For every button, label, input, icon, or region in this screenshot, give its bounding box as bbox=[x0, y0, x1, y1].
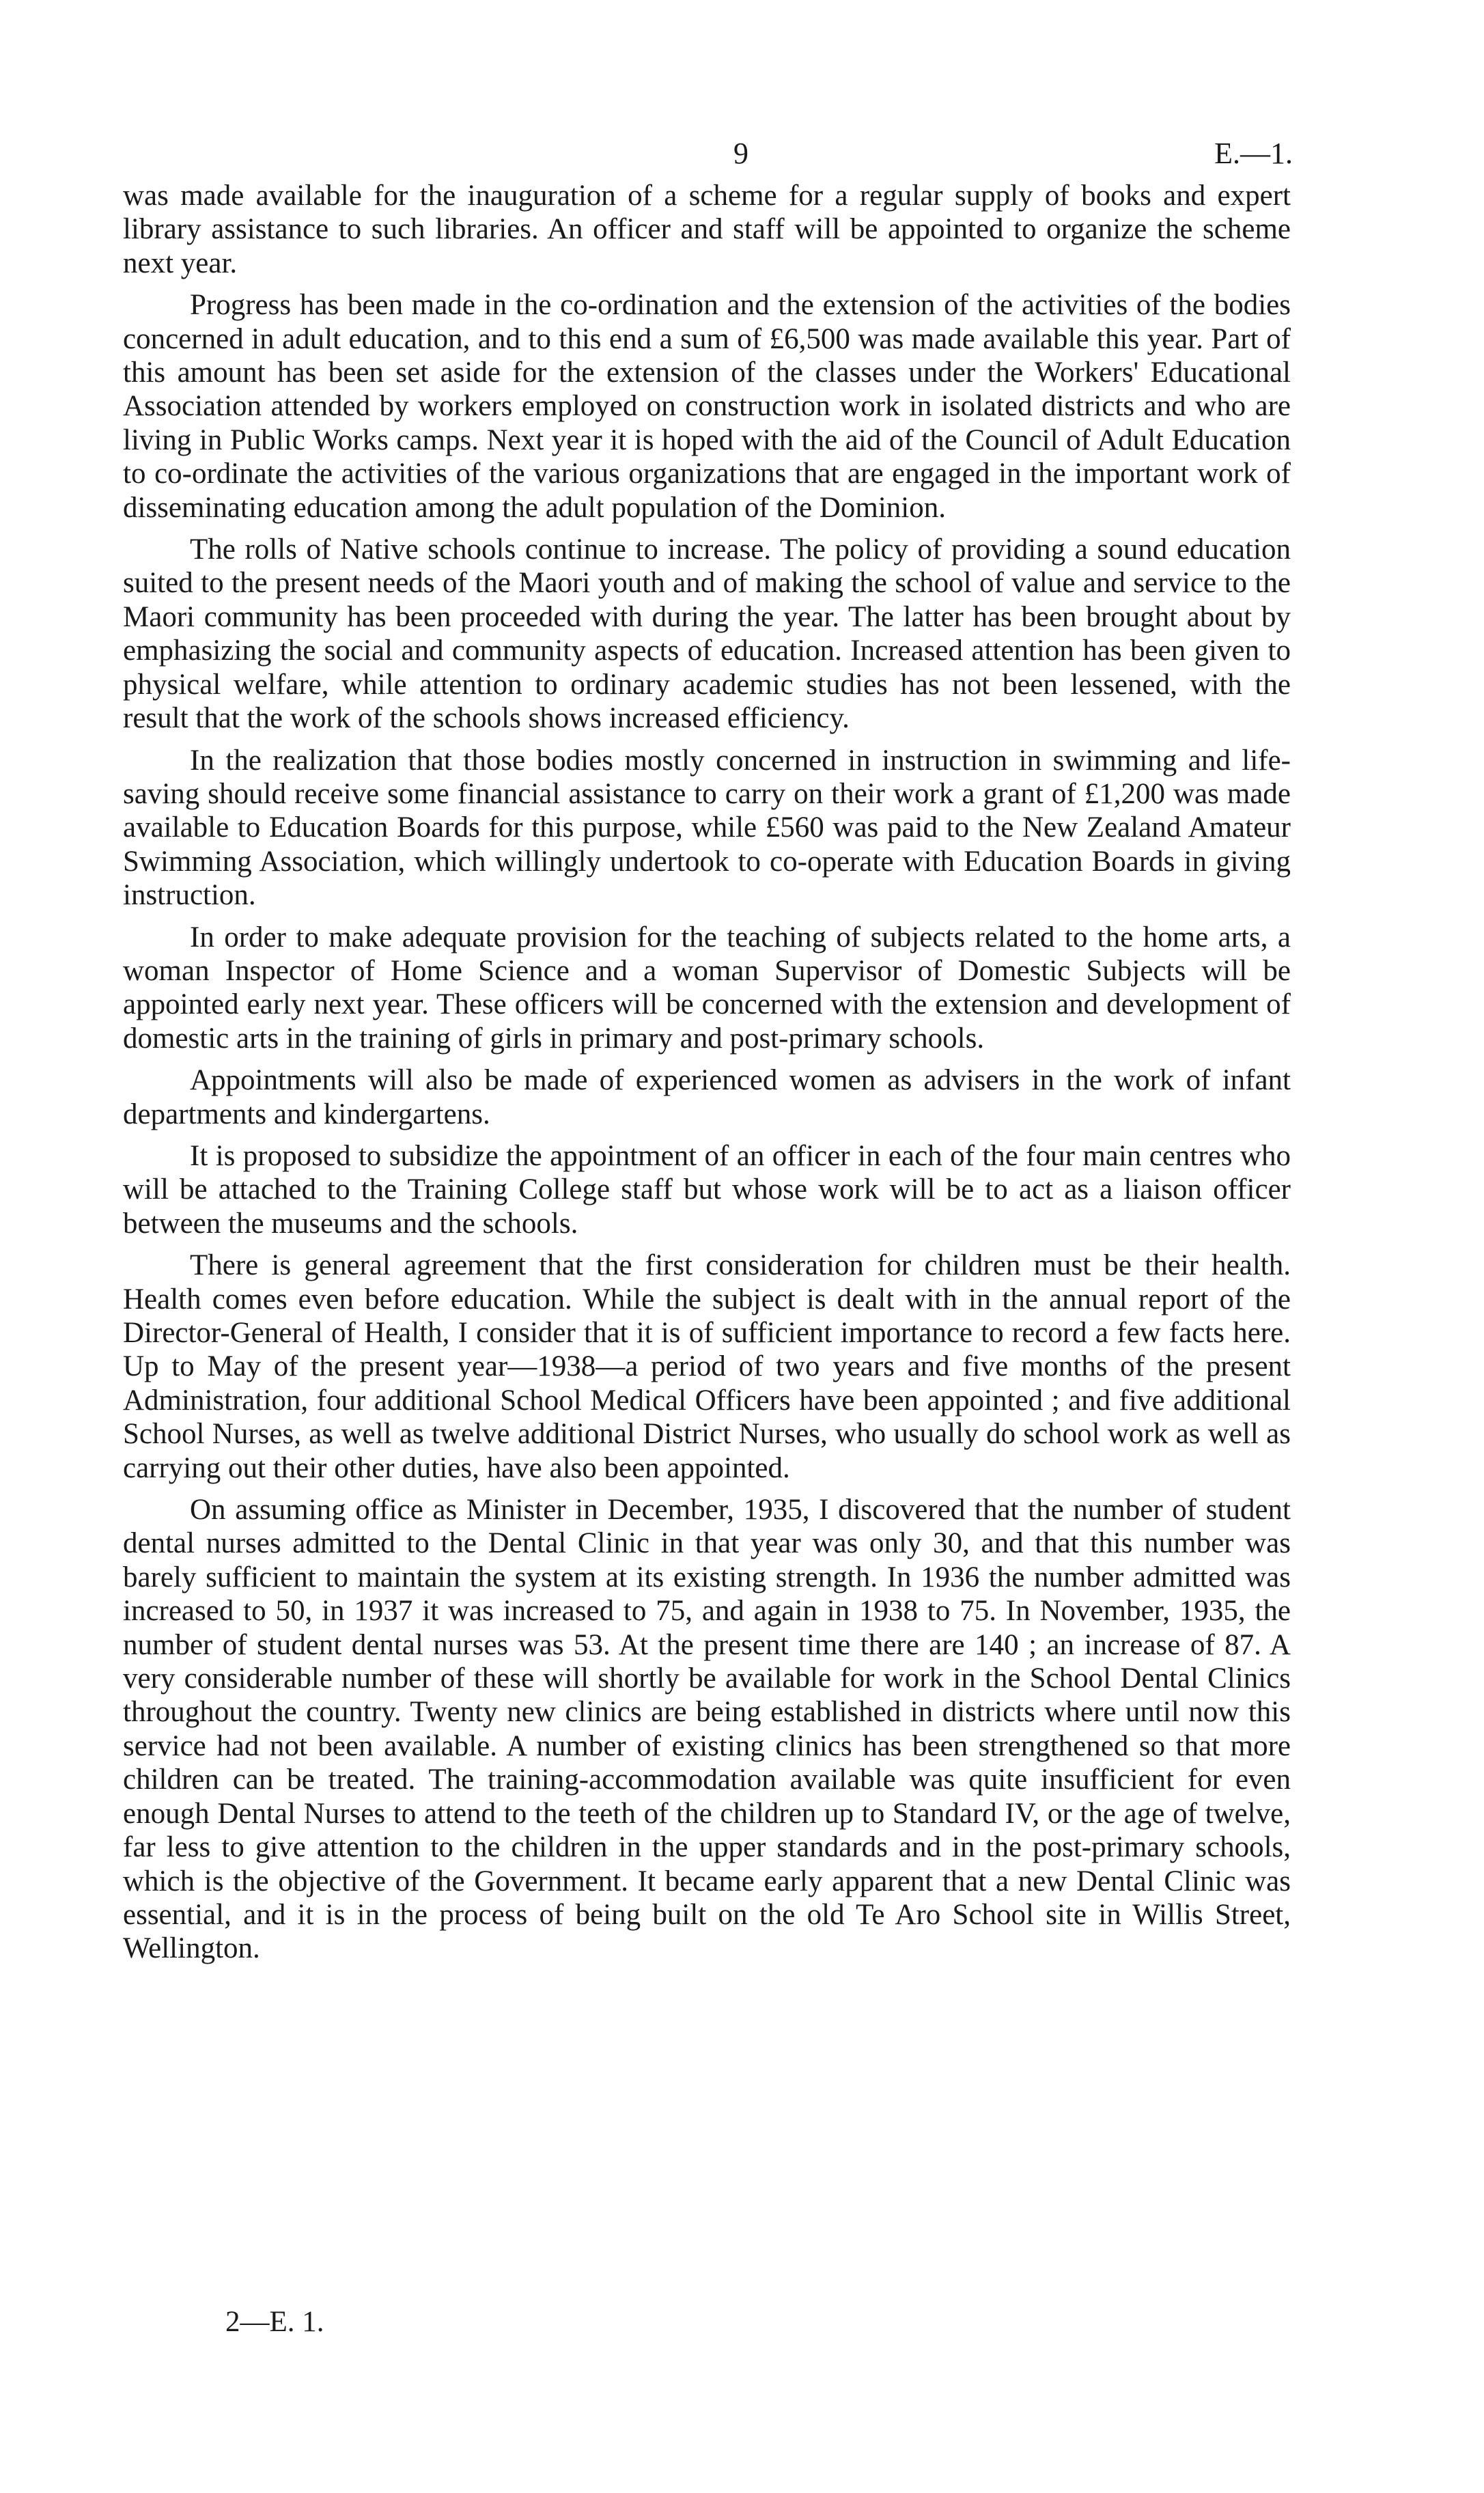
paragraph-health: There is general agreement that the first consideration for children must be their health. Health comes even before education. While the subject is dealt with in the annual report of the Director-General of Health, I consider that it is of sufficient importance to record a few facts here. Up to May of the present year—1938—a period of two years and five months of the present Administration, four additional School Medical Officers have been appointed ; and five additional School Nurses, as well as twelve additional District Nurses, who usually do school work as well as carrying out their other duties, have also been appointed. bbox=[123, 1249, 1291, 1484]
page-number: 9 bbox=[733, 137, 748, 170]
paragraph-infant-advisers: Appointments will also be made of experienced women as advisers in the work of infant departments and kindergartens. bbox=[123, 1064, 1291, 1130]
paragraph-museum-liaison: It is proposed to subsidize the appointment of an officer in each of the four main centres who will be attached to the Training College staff but whose work will be to act as a liaison officer between the museums and the schools. bbox=[123, 1139, 1291, 1240]
paragraph-dental-clinic: On assuming office as Minister in December, 1935, I discovered that the number of student dental nurses admitted to the Dental Clinic in that year was only 30, and that this number was barely sufficient to maintain the system at its existing strength. In 1936 the number admitted was increased to 50, in 1937 it was increased to 75, and again in 1938 to 75. In November, 1935, the number of student dental nurses was 53. At the present time there are 140 ; an increase of 87. A very considerable number of these will shortly be available for work in the School Dental Clinics throughout the country. Twenty new clinics are being established in districts where until now this service had not been available. A number of existing clinics has been strengthened so that more children can be treated. The training-accommodation available was quite insufficient for even enough Dental Nurses to attend to the teeth of the children up to Standard IV, or the age of twelve, far less to give attention to the children in the upper standards and in the post-primary schools, which is the objective of the Government. It became early apparent that a new Dental Clinic was essential, and it is in the process of being built on the old Te Aro School site in Willis Street, Wellington. bbox=[123, 1494, 1291, 1965]
signature-reference: 2—E. 1. bbox=[225, 2306, 324, 2338]
document-reference: E.—1. bbox=[1214, 137, 1293, 170]
body-text bbox=[123, 179, 1291, 1974]
paragraph-home-arts: In order to make adequate provision for the teaching of subjects related to the home arts, a woman Inspector of Home Science and a woman Supervisor of Domestic Subjects will be appointed early next year. These officers will be concerned with the extension and development of domestic arts in the training of girls in primary and post-primary schools. bbox=[123, 921, 1291, 1055]
paragraph-library-scheme: was made available for the inauguration of a scheme for a regular supply of books and expert library assistance to such libraries. An officer and staff will be appointed to organize the scheme next year. bbox=[123, 180, 1291, 279]
paragraph-adult-education: Progress has been made in the co-ordination and the extension of the activities of the bodies concerned in adult education, and to this end a sum of £6,500 was made available this year. Part of this amount has been set aside for the extension of the classes under the Workers' Educational Association attended by workers employed on construction work in isolated districts and who are living in Public Works camps. Next year it is hoped with the aid of the Council of Adult Education to co-ordinate the activities of the various organizations that are engaged in the important work of disseminating education among the adult population of the Dominion. bbox=[123, 289, 1291, 524]
paragraph-swimming: In the realization that those bodies mostly concerned in instruction in swimming and life-saving should receive some financial assistance to carry on their work a grant of £1,200 was made available to Education Boards for this purpose, while £560 was paid to the New Zealand Amateur Swimming Association, which willingly undertook to co-operate with Education Boards in giving instruction. bbox=[123, 744, 1291, 912]
paragraph-native-schools: The rolls of Native schools continue to increase. The policy of providing a sound education suited to the present needs of the Maori youth and of making the school of value and service to the Maori community has been proceeded with during the year. The latter has been brought about by emphasizing the social and community aspects of education. Increased attention has been given to physical welfare, while attention to ordinary academic studies has not been lessened, with the result that the work of the schools shows increased efficiency. bbox=[123, 533, 1291, 735]
